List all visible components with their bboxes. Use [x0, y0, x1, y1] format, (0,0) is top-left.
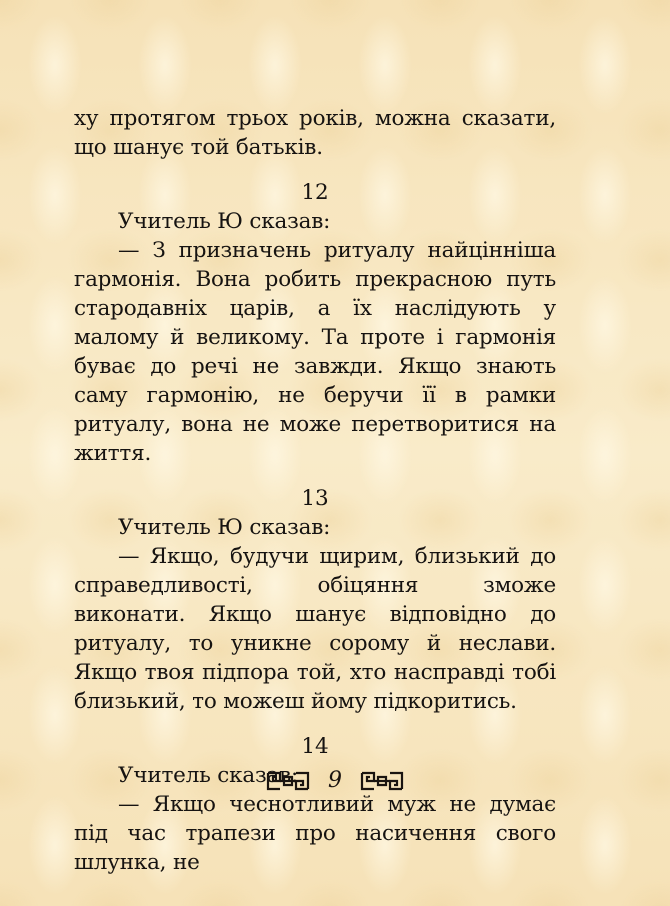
quote-paragraph-13: — Якщо, будучи щирим, близький до справедливості, обіцяння зможе виконати. Якщо шанує відповідно до ритуалу, то уникне сорому й неслави. Якщо твоя підпора той, хто насправді тобі близький, то можеш йому підкоритись.: [74, 544, 556, 714]
section-number-14: 14: [301, 734, 329, 759]
page-number: 9: [328, 768, 342, 793]
greek-key-ornament-icon: [266, 770, 310, 792]
section-number-12: 12: [301, 180, 329, 205]
speaker-line-14: Учитель сказав:: [118, 763, 299, 788]
speaker-line-12: Учитель Ю сказав:: [118, 209, 331, 234]
greek-key-ornament-icon: [360, 770, 404, 792]
page-body: [74, 104, 556, 877]
quote-paragraph-12: — З призначень ритуалу найцінніша гармонія. Вона робить прекрасною путь стародавніх царів, а їх наслідують у малому й великому. Та проте і гармонія буває до речі не завжди. Якщо знають саму гармонію, не беручи її в рамки ритуалу, вона не може перетворитися на життя.: [74, 238, 556, 466]
section-number-13: 13: [301, 486, 329, 511]
page-footer: [0, 766, 670, 796]
continuation-paragraph: ху протягом трьох років, можна сказати, що шанує той батьків.: [74, 106, 556, 160]
quote-paragraph-14: — Якщо чеснотливий муж не думає під час трапези про насичення свого шлунка, не: [74, 792, 556, 875]
speaker-line-13: Учитель Ю сказав:: [118, 515, 331, 540]
